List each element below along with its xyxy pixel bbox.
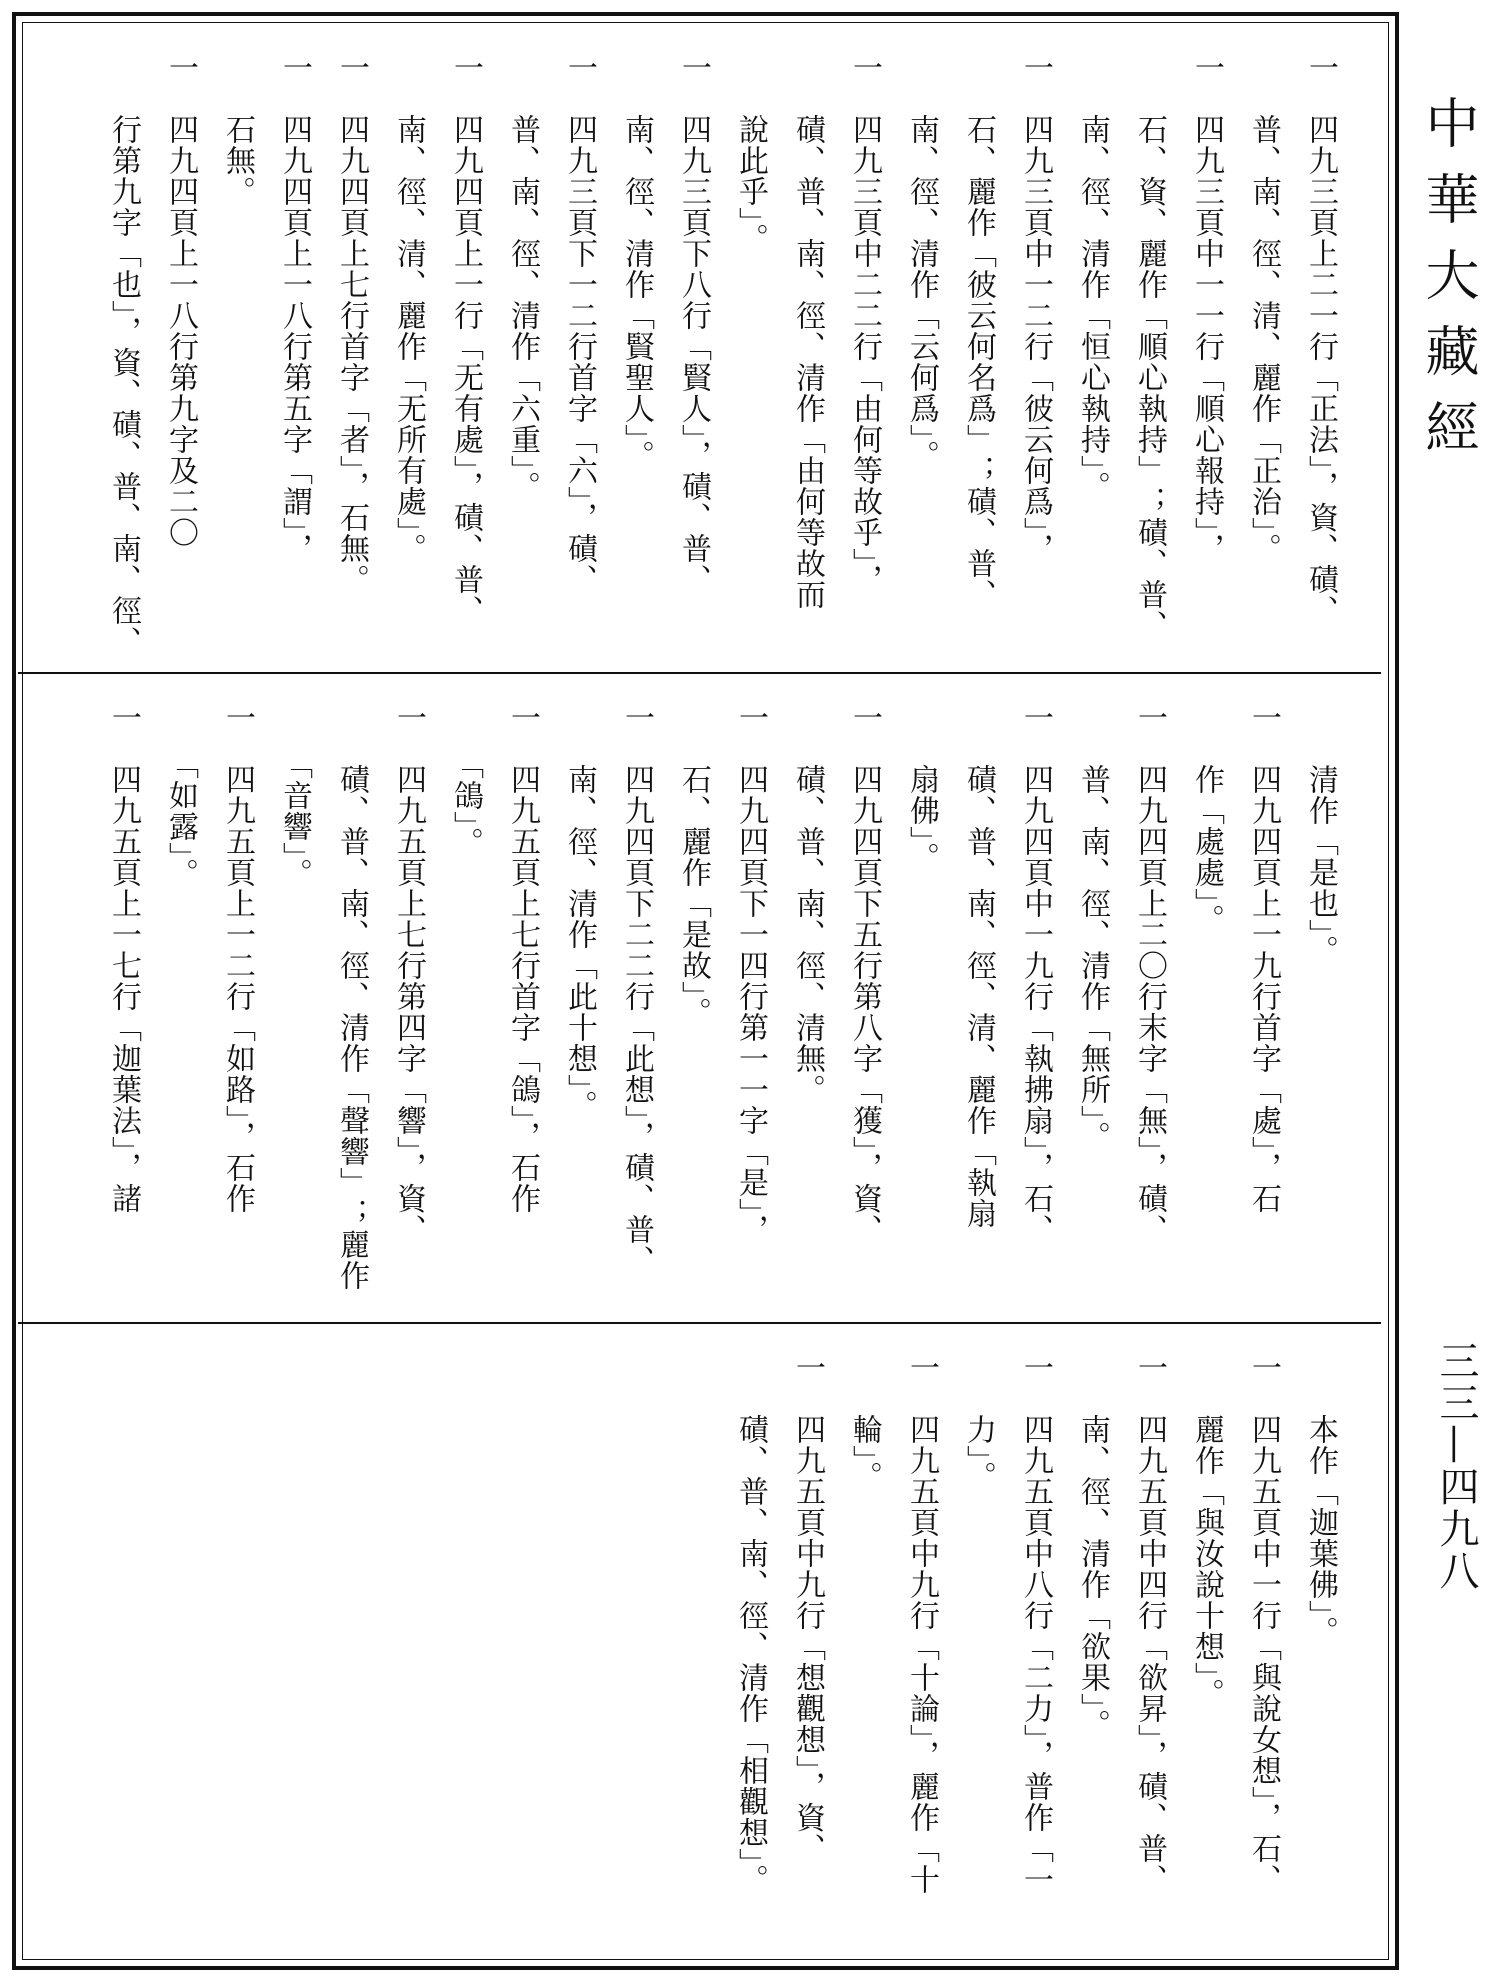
- note-line: 一 四九四頁下一四行第一一字「是」，: [733, 702, 768, 1245]
- note-line: 一 四九四頁上二〇行末字「無」，磧、: [1132, 702, 1167, 1245]
- note-line: 一 四九四頁上一八行第九字及二〇: [163, 52, 198, 548]
- note-line: 石、麗作「彼云何名爲」；磧、普、: [961, 52, 996, 610]
- note-line: 南、徑、清作「賢聖人」。: [619, 52, 654, 471]
- note-line: 磧、普、南、徑、清、麗作「執扇: [961, 702, 996, 1229]
- note-line: 麗作「與汝說十想」。: [1189, 1352, 1224, 1709]
- note-line: 一 四九五頁中四行「欲昇」，磧、普、: [1132, 1352, 1167, 1895]
- text-band-top: [12, 12, 1375, 658]
- note-line: 一 四九五頁上一七行「迦葉法」，諸: [106, 702, 141, 1214]
- note-line: 一 四九五頁中一行「與說女想」，石、: [1246, 1352, 1281, 1895]
- text-band-bottom: [12, 1312, 1375, 1942]
- note-line: 作「處處」。: [1189, 702, 1224, 935]
- note-line: 說此乎」。: [733, 52, 768, 254]
- note-line: 一 四九五頁中九行「十論」，麗作「十: [904, 1352, 939, 1895]
- note-line: 扇佛」。: [904, 702, 939, 873]
- note-line: 清作「是也」。: [1303, 702, 1338, 966]
- note-line: 一 四九五頁上一二行「如路」，石作: [220, 702, 255, 1214]
- note-columns: [95, 702, 1349, 1291]
- note-line: 一 四九四頁上一九行首字「處」，石: [1246, 702, 1281, 1214]
- text-band-middle: [12, 662, 1375, 1308]
- note-line: 石無。: [220, 52, 255, 207]
- note-columns: [95, 52, 1349, 657]
- note-line: 一 四九四頁上七行首字「者」，石無。: [334, 52, 369, 595]
- note-line: 南、徑、清作「云何爲」。: [904, 52, 939, 471]
- note-line: 磧、普、南、徑、清作「聲響」；麗作: [334, 702, 369, 1291]
- note-line: 磧、普、南、徑、清無。: [790, 702, 825, 1105]
- note-line: 一 四九四頁上一行「无有處」，磧、普、: [448, 52, 483, 626]
- running-title: 中華大藏經: [1417, 95, 1480, 475]
- note-columns: [722, 1352, 1349, 1895]
- note-line: 南、徑、清、麗作「无所有處」。: [391, 52, 426, 564]
- note-line: 一 四九三頁中一二行「彼云何爲」，: [1018, 52, 1053, 564]
- page-number: 三三—四九八: [1433, 1340, 1479, 1592]
- note-line: 磧、普、南、徑、清作「相觀想」。: [733, 1352, 768, 1895]
- note-line: 一 四九四頁下五行第八字「獲」，資、: [847, 702, 882, 1245]
- note-line: 南、徑、清作「此十想」。: [562, 702, 597, 1121]
- note-line: 一 四九三頁上二一行「正法」，資、磧、: [1303, 52, 1338, 626]
- note-line: 「如露」。: [163, 702, 198, 889]
- note-line: 南、徑、清作「欲果」。: [1075, 1352, 1110, 1740]
- note-line: 普、南、徑、清、麗作「正治」。: [1246, 52, 1281, 564]
- note-line: 一 四九四頁上一八行第五字「謂」，: [277, 52, 312, 564]
- note-line: 力」。: [961, 1352, 996, 1492]
- note-line: 一 四九三頁下一二行首字「六」，磧、: [562, 52, 597, 595]
- note-line: 石、資、麗作「順心執持」；磧、普、: [1132, 52, 1167, 641]
- note-line: 一 四九三頁中一一行「順心報持」，: [1189, 52, 1224, 564]
- note-line: 一 四九四頁下二二行「此想」，磧、普、: [619, 702, 654, 1276]
- note-line: 一 四九三頁中二二行「由何等故乎」，: [847, 52, 882, 595]
- note-line: 「音響」。: [277, 702, 312, 889]
- note-line: 「鴿」。: [448, 702, 483, 858]
- note-line: 輪」。: [847, 1352, 882, 1492]
- note-line: 磧、普、南、徑、清作「由何等故而: [790, 52, 825, 610]
- note-line: 一 四九四頁中一九行「執拂扇」，石、: [1018, 702, 1053, 1245]
- note-line: 一 四九三頁下八行「賢人」，磧、普、: [676, 52, 711, 595]
- note-line: 一 四九五頁上七行第四字「響」，資、: [391, 702, 426, 1245]
- note-line: 一 四九五頁中八行「二力」，普作「一: [1018, 1352, 1053, 1895]
- note-line: 普、南、徑、清作「六重」。: [505, 52, 540, 502]
- note-line: 普、南、徑、清作「無所」。: [1075, 702, 1110, 1152]
- note-line: 一 四九五頁中九行「想觀想」，資、: [790, 1352, 825, 1864]
- note-line: 一 四九五頁上七行首字「鴿」，石作: [505, 702, 540, 1214]
- note-line: 本作「迦葉佛」。: [1303, 1352, 1338, 1647]
- note-line: 南、徑、清作「恒心執持」。: [1075, 52, 1110, 502]
- note-line: 行第九字「也」，資、磧、普、南、徑、: [106, 52, 141, 657]
- note-line: 石、麗作「是故」。: [676, 702, 711, 1028]
